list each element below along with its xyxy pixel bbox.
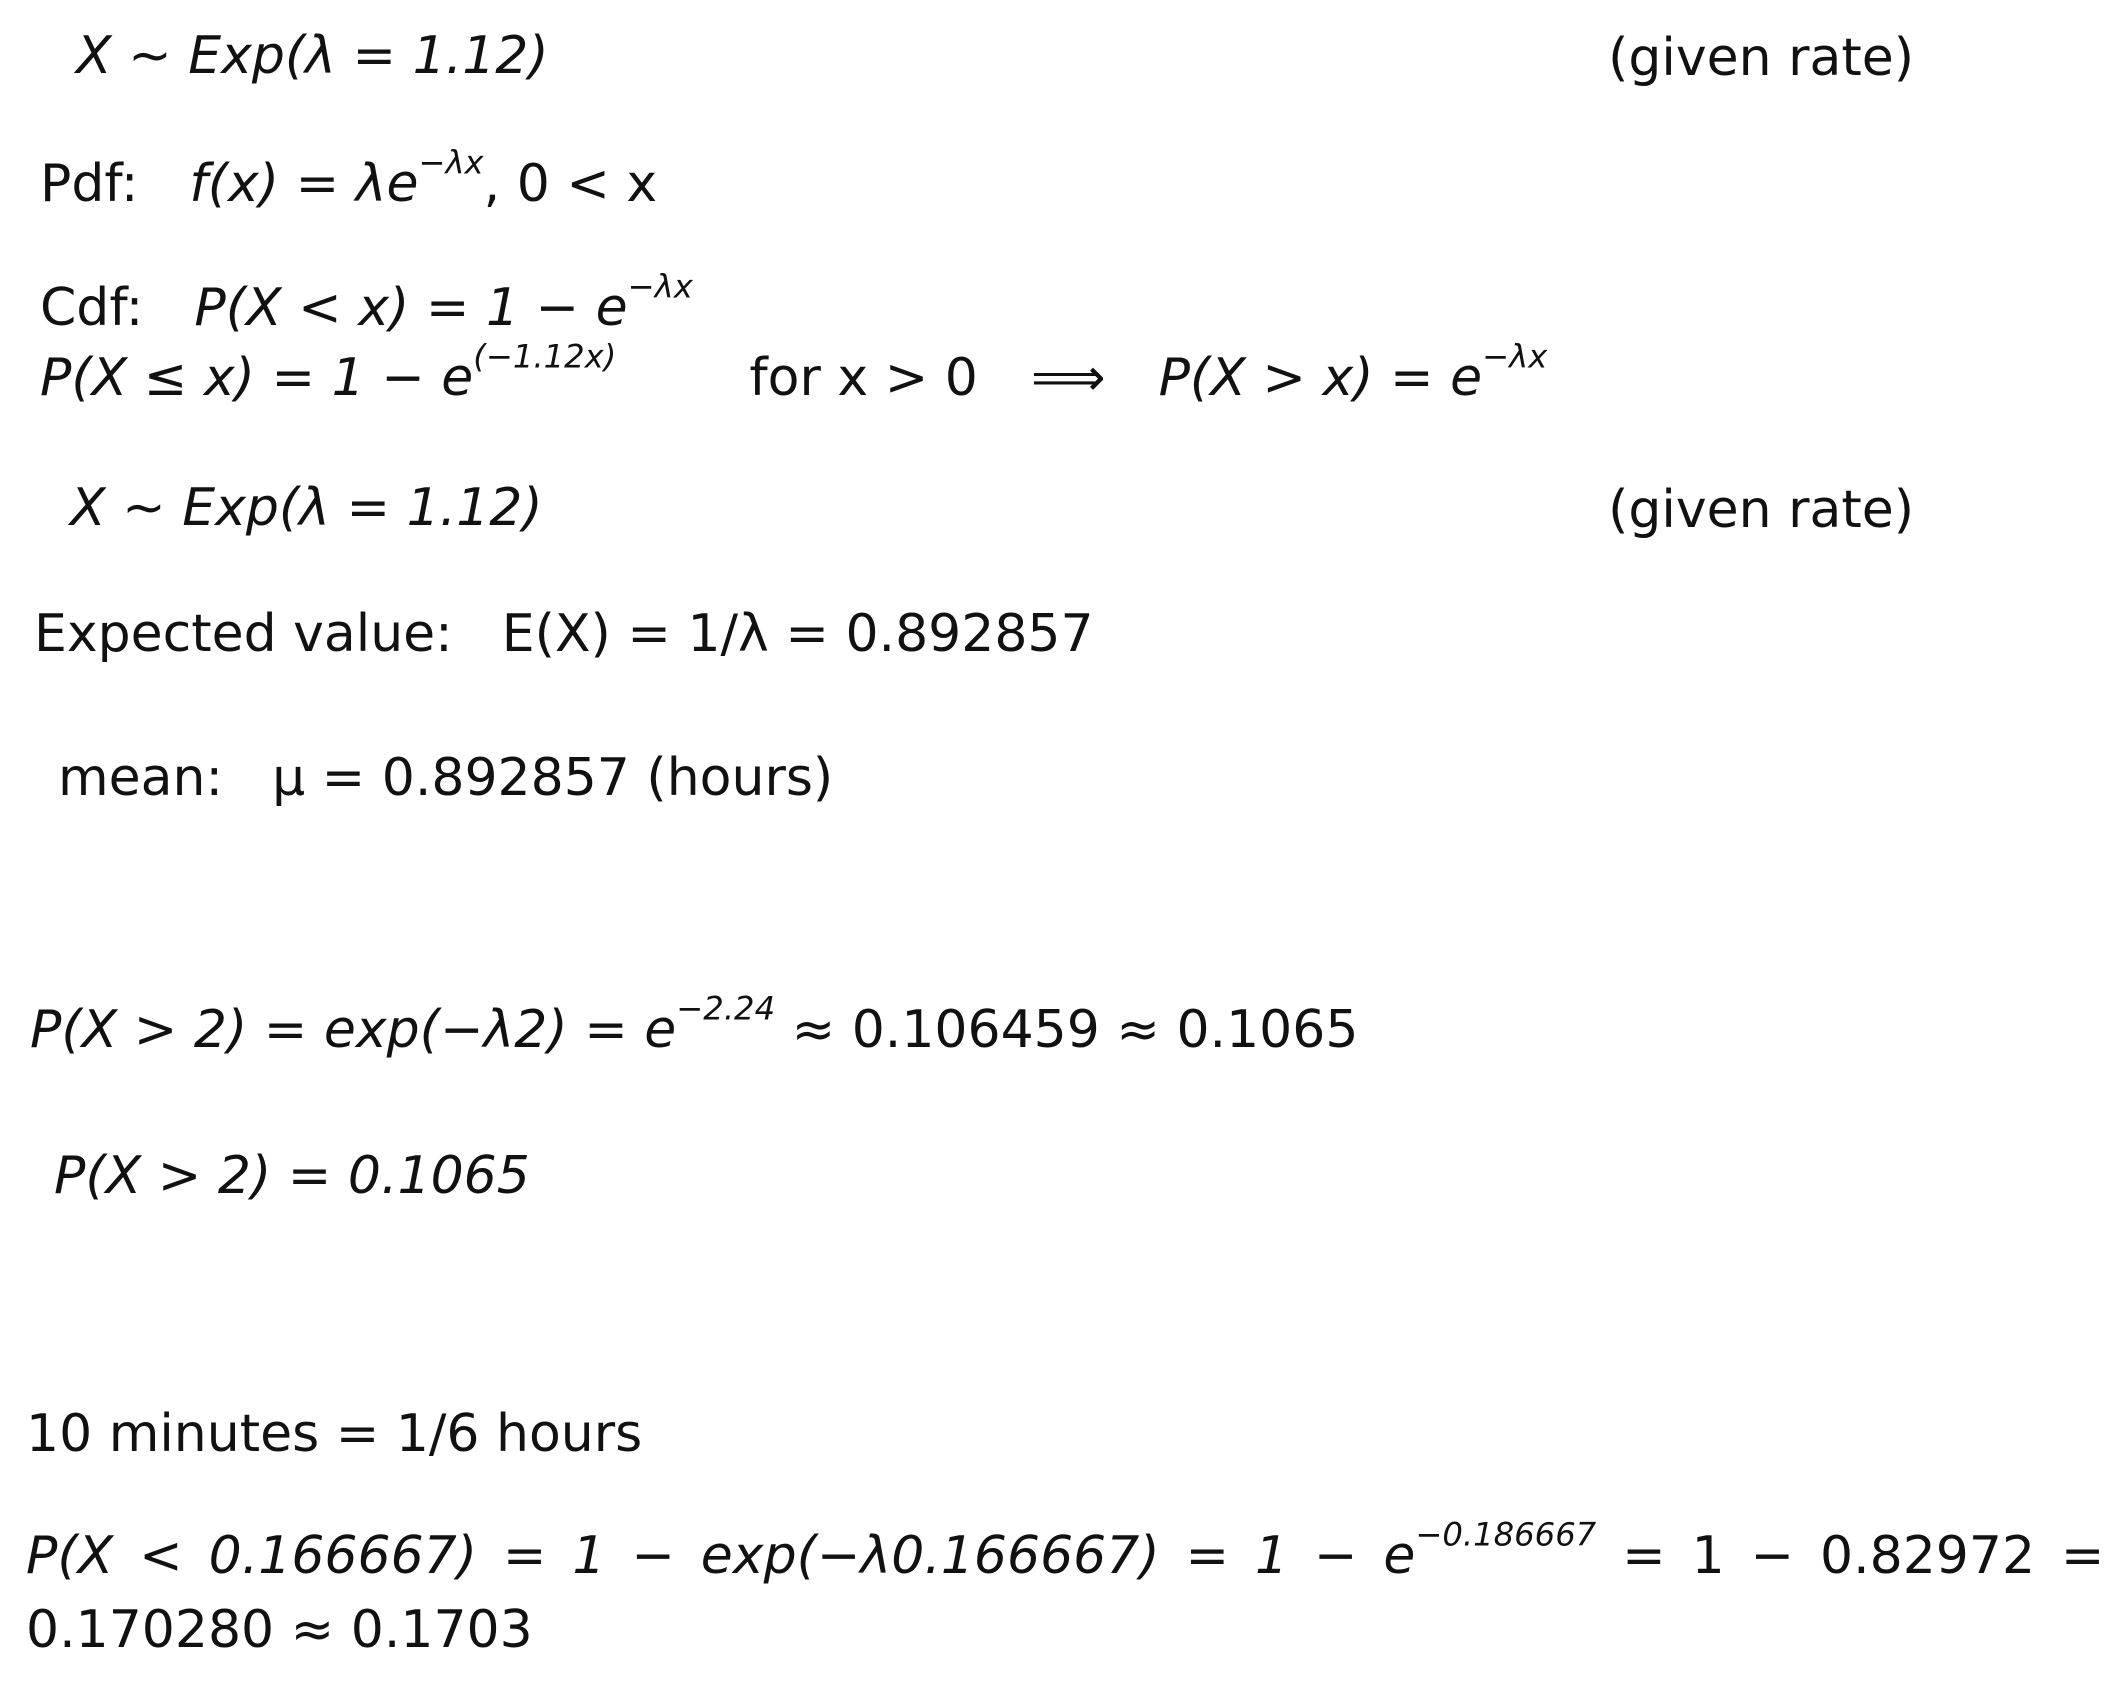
probability-formula: P(X > 2) = exp(−λ2) = e [30, 1000, 677, 1060]
probability-result: P(X > 2) = 0.1065 [54, 1146, 530, 1206]
pdf-tail: , 0 < x [483, 154, 658, 214]
final-calculation-tail: = 1 − 0.82972 = [1596, 1526, 2105, 1586]
cdf-label: Cdf: [40, 278, 144, 338]
pdf-label: Pdf: [40, 154, 139, 214]
final-calculation-line [26, 1515, 2105, 1586]
expected-value-label: Expected value: [34, 604, 453, 664]
probability-calculation-line [30, 989, 1359, 1060]
mean-line [58, 748, 834, 808]
distribution-line-1: X ∼ Exp(λ = 1.12) [76, 26, 549, 86]
expected-value-formula: E(X) = 1/λ = 0.892857 [501, 604, 1094, 664]
cdf-line [40, 267, 693, 338]
probability-exponent: −2.24 [676, 989, 776, 1028]
cdf-exponent: −λx [627, 267, 693, 306]
expected-value-line [34, 604, 1094, 664]
probability-approximation: ≈ 0.106459 ≈ 0.1065 [775, 1000, 1359, 1060]
final-calculation-exponent: −0.186667 [1415, 1515, 1597, 1554]
final-result: 0.170280 ≈ 0.1703 [26, 1600, 533, 1660]
survival-exponent: −λx [1482, 337, 1548, 376]
pdf-exponent: −λx [418, 143, 484, 182]
cdf2-exponent: (−1.12x) [473, 337, 617, 376]
final-calculation-formula: P(X < 0.166667) = 1 − exp(−λ0.166667) = 1 − e [26, 1526, 1416, 1586]
minutes-conversion: 10 minutes = 1/6 hours [26, 1404, 643, 1464]
mean-formula: μ = 0.892857 (hours) [272, 748, 834, 808]
given-rate-note-2: (given rate) [1608, 480, 1914, 540]
cdf-second-line [40, 337, 1548, 408]
pdf-line [40, 143, 658, 214]
cdf2-formula: P(X ≤ x) = 1 − e [40, 348, 474, 408]
given-rate-note-1: (given rate) [1608, 28, 1914, 88]
cdf2-condition: for x > 0 [749, 348, 978, 408]
cdf-formula: P(X < x) = 1 − e [194, 278, 628, 338]
pdf-formula: f(x) = λe [189, 154, 419, 214]
implies-arrow: ⟹ [1030, 348, 1106, 408]
distribution-line-2: X ∼ Exp(λ = 1.12) [70, 478, 543, 538]
survival-formula: P(X > x) = e [1158, 348, 1483, 408]
mean-label: mean: [58, 748, 223, 808]
